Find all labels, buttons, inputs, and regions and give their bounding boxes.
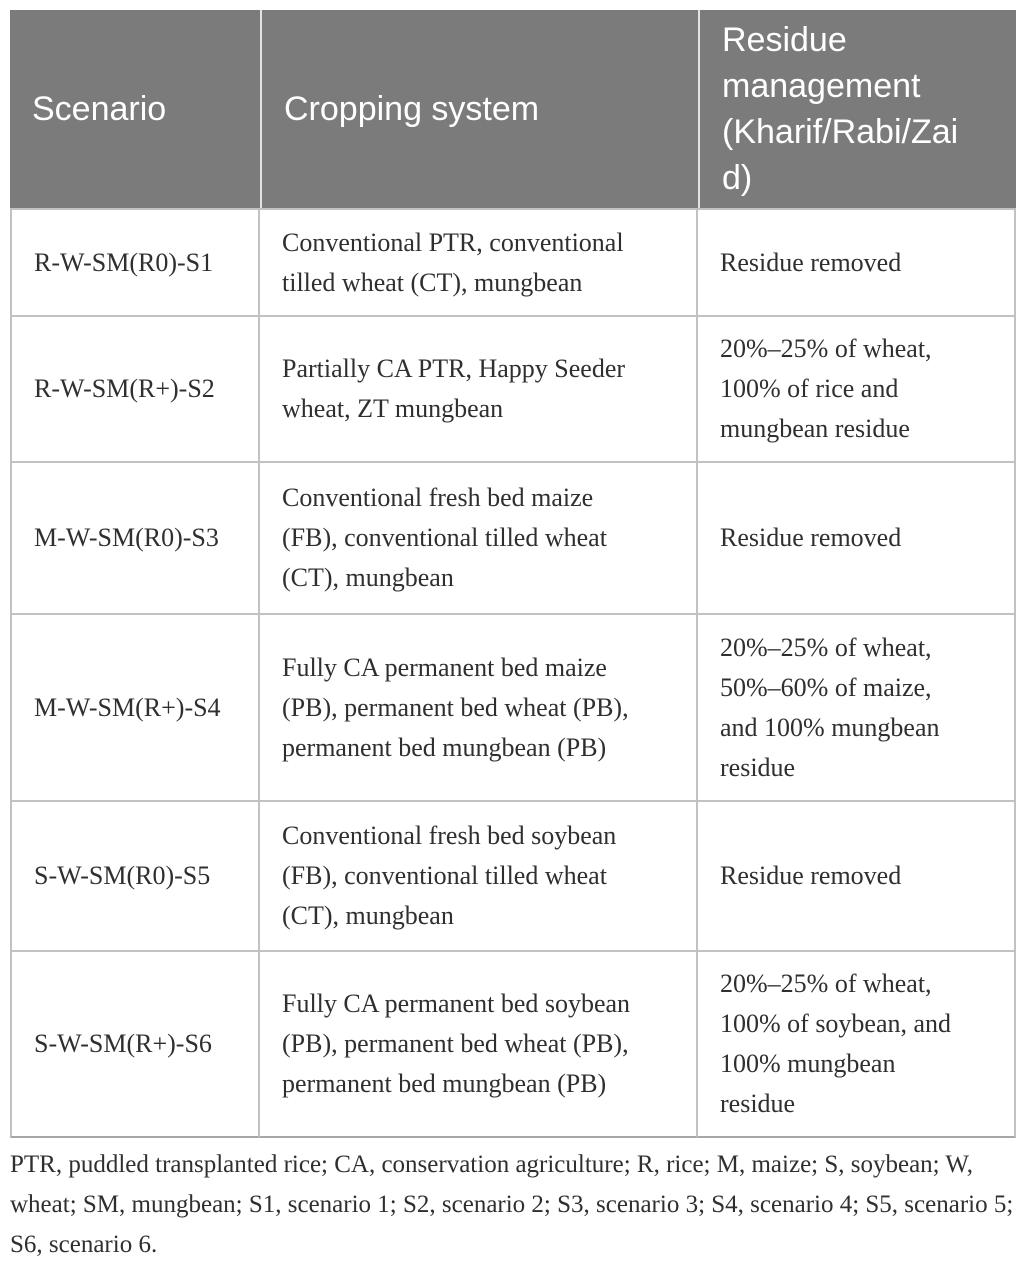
scenario-value: S-W-SM(R+)-S6 [34,1029,212,1058]
col-header-scenario-label: Scenario [32,90,167,128]
table-row-3 [10,463,1016,615]
scenario-cell [10,952,260,1138]
col-header-residue-management [698,10,1016,208]
col-header-residue-management-label: Residue management (Kharif/Rabi/Zaid) [722,21,959,197]
residue-management-cell [698,463,1016,615]
scenario-cell [10,615,260,802]
scenario-value: S-W-SM(R0)-S5 [34,861,211,890]
cropping-system-value: Fully CA permanent bed soybean (PB), permanent bed wheat (PB), permanent bed mungbean (PB) [282,989,631,1098]
header-row [10,10,1016,208]
col-header-cropping-system-label: Cropping system [284,90,540,128]
scenario-cell [10,208,260,317]
scenario-value: R-W-SM(R+)-S2 [34,374,215,403]
residue-management-cell [698,952,1016,1138]
table-row-1 [10,208,1016,317]
col-header-cropping-system [260,10,698,208]
scenario-value: M-W-SM(R+)-S4 [34,692,221,722]
residue-management-value: 20%–25% of wheat, 100% of rice and mungbean residue [720,334,932,443]
residue-management-value: 20%–25% of wheat, 100% of soybean, and 100% mungbean residue [720,969,952,1118]
residue-management-value: 20%–25% of wheat, 50%–60% of maize, and 100% mungbean residue [720,632,940,782]
scenario-cell [10,802,260,952]
table-row-6 [10,952,1016,1138]
cropping-system-cell [260,615,698,802]
cropping-system-cell [260,317,698,463]
cropping-system-cell [260,208,698,317]
cropping-system-cell [260,952,698,1138]
scenario-value: M-W-SM(R0)-S3 [34,523,219,552]
table-row-4 [10,615,1016,802]
table-header [10,10,1016,208]
residue-management-cell [698,615,1016,802]
cropping-system-cell [260,802,698,952]
cropping-system-value: Partially CA PTR, Happy Seeder wheat, ZT mungbean [282,354,626,423]
table-row-2 [10,317,1016,463]
scenario-cell [10,317,260,463]
col-header-scenario [10,10,260,208]
cropping-system-value: Conventional PTR, conventional tilled wheat (CT), mungbean [282,227,624,297]
cropping-system-cell [260,463,698,615]
residue-management-cell [698,802,1016,952]
scenario-value: R-W-SM(R0)-S1 [34,247,214,277]
residue-management-value: Residue removed [720,247,902,277]
table-body [10,208,1016,1138]
scenario-table [10,10,1016,1138]
residue-management-cell [698,208,1016,317]
cropping-system-value: Conventional fresh bed soybean (FB), conventional tilled wheat (CT), mungbean [282,821,617,930]
cropping-system-value: Fully CA permanent bed maize (PB), permanent bed wheat (PB), permanent bed mungbean (PB) [282,652,629,762]
residue-management-value: Residue removed [720,523,902,552]
residue-management-value: Residue removed [720,861,902,890]
cropping-system-value: Conventional fresh bed maize (FB), conventional tilled wheat (CT), mungbean [282,483,607,592]
table-row-5 [10,802,1016,952]
residue-management-cell [698,317,1016,463]
scenario-cell [10,463,260,615]
table-footnote: PTR, puddled transplanted rice; CA, conservation agriculture; R, rice; M, maize; S, soybean; W, wheat; SM, mungbean; S1, scenario 1; S2, scenario 2; S3, scenario 3; S4, scenario 4; S5, scenario 5; S6, scenario 6. [10,1151,1014,1258]
